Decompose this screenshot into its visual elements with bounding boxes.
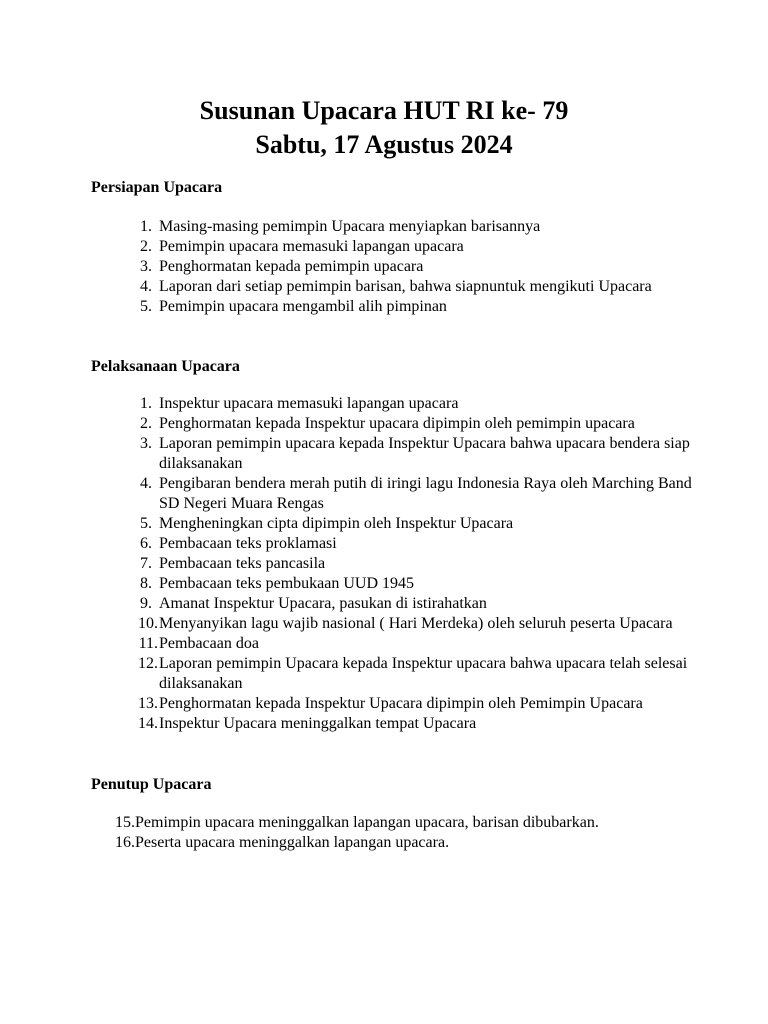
list-item [115, 813, 695, 833]
item-text: Penghormatan kepada pemimpin upacara [159, 258, 424, 275]
list-item [140, 574, 699, 594]
list-item [138, 614, 699, 634]
item-text: Pemimpin upacara meninggalkan lapangan upacara, barisan dibubarkan. [135, 814, 599, 831]
item-number: 4. [140, 475, 152, 492]
item-number: 8. [140, 575, 152, 592]
section-heading-persiapan: Persiapan Upacara [91, 179, 223, 196]
document-date: Sabtu, 17 Agustus 2024 [255, 130, 513, 159]
list-item [140, 554, 699, 574]
item-number: 1. [140, 395, 152, 412]
item-number: 9. [140, 595, 152, 612]
item-text: Pembacaan teks pancasila [159, 555, 326, 572]
persiapan-list [140, 217, 699, 317]
item-text: Pemimpin upacara mengambil alih pimpinan [159, 298, 447, 315]
list-item [140, 414, 699, 434]
item-number: 12. [138, 655, 158, 672]
item-number: 2. [140, 238, 152, 255]
list-item [140, 257, 699, 277]
item-number: 15. [115, 814, 135, 831]
item-text: Pengibaran bendera merah putih di iringi lagu Indonesia Raya oleh Marching Band SD Negeri Muara Rengas [159, 475, 692, 512]
section-heading-pelaksanaan: Pelaksanaan Upacara [91, 358, 240, 375]
item-text: Pembacaan teks pembukaan UUD 1945 [159, 575, 415, 592]
item-text: Peserta upacara meninggalkan lapangan upacara. [135, 834, 450, 851]
item-number: 7. [140, 555, 152, 572]
list-item [138, 654, 699, 694]
item-number: 4. [140, 278, 152, 295]
list-item [140, 394, 699, 414]
item-text: Amanat Inspektur Upacara, pasukan di istirahatkan [159, 595, 487, 612]
item-number: 11. [138, 635, 158, 652]
item-text: Laporan dari setiap pemimpin barisan, bahwa siapnuntuk mengikuti Upacara [159, 278, 652, 295]
list-item [138, 634, 699, 654]
list-item [140, 474, 699, 514]
item-number: 5. [140, 515, 152, 532]
item-text: Pembacaan teks proklamasi [159, 535, 337, 552]
item-number: 2. [140, 415, 152, 432]
item-number: 5. [140, 298, 152, 315]
item-number: 3. [140, 435, 152, 452]
list-item [140, 594, 699, 614]
list-item [138, 694, 699, 714]
item-number: 10. [138, 615, 158, 632]
list-item [115, 833, 695, 853]
list-item [138, 714, 699, 734]
list-item [140, 277, 699, 297]
item-text: Menyanyikan lagu wajib nasional ( Hari Merdeka) oleh seluruh peserta Upacara [159, 615, 673, 632]
pelaksanaan-list [138, 394, 699, 734]
section-heading-penutup: Penutup Upacara [91, 776, 212, 793]
item-number: 14. [138, 715, 158, 732]
item-text: Pembacaan doa [159, 635, 259, 652]
item-text: Penghormatan kepada Inspektur Upacara dipimpin oleh Pemimpin Upacara [159, 695, 643, 712]
list-item [140, 297, 699, 317]
penutup-list [115, 813, 695, 853]
list-item [140, 534, 699, 554]
item-text: Pemimpin upacara memasuki lapangan upacara [159, 238, 464, 255]
item-text: Inspektur Upacara meninggalkan tempat Upacara [159, 715, 477, 732]
item-number: 3. [140, 258, 152, 275]
list-item [140, 217, 699, 237]
item-number: 6. [140, 535, 152, 552]
list-item [140, 434, 699, 474]
item-text: Inspektur upacara memasuki lapangan upacara [159, 395, 459, 412]
list-item [140, 237, 699, 257]
item-text: Masing-masing pemimpin Upacara menyiapkan barisannya [159, 218, 541, 235]
item-number: 1. [140, 218, 152, 235]
item-text: Laporan pemimpin Upacara kepada Inspektur upacara bahwa upacara telah selesai dilaksanakan [159, 655, 688, 692]
item-number: 16. [115, 834, 135, 851]
item-number: 13. [138, 695, 158, 712]
list-item [140, 514, 699, 534]
item-text: Laporan pemimpin upacara kepada Inspektur Upacara bahwa upacara bendera siap dilaksanakan [159, 435, 690, 472]
item-text: Mengheningkan cipta dipimpin oleh Inspektur Upacara [159, 515, 514, 532]
item-text: Penghormatan kepada Inspektur upacara dipimpin oleh pemimpin upacara [159, 415, 635, 432]
document-title: Susunan Upacara HUT RI ke- 79 [199, 96, 569, 125]
